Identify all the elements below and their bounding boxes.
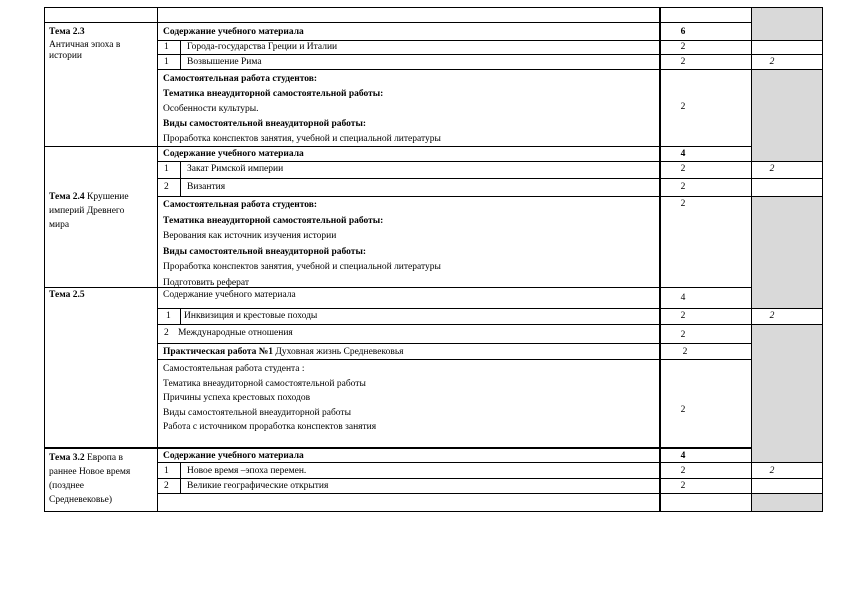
content-header: Содержание учебного материала — [163, 290, 296, 300]
practical-hours: 2 — [682, 347, 688, 357]
row-topic: Возвышение Рима — [187, 57, 262, 67]
self-study-hours: 2 — [680, 102, 686, 112]
content-header: Содержание учебного материала — [163, 149, 304, 159]
row-number: 1 — [164, 466, 169, 476]
row-topic: Международные отношения — [178, 328, 293, 338]
level-cell-shaded — [751, 196, 822, 308]
level-cell-shaded — [751, 324, 822, 448]
row-topic: Новое время –эпоха перемен. — [187, 466, 307, 476]
practical-work: Практическая работа №1 Духовная жизнь Средневековья — [163, 347, 404, 357]
row-hours: 2 — [680, 57, 686, 67]
row-level: 2 — [769, 164, 775, 174]
row-topic: Инквизиция и крестовые походы — [184, 311, 318, 321]
row-number: 2 — [164, 481, 169, 491]
self-study-hours: 2 — [680, 405, 686, 415]
row-level: 2 — [769, 466, 775, 476]
self-study-block: Самостоятельная работа студентов: Тематика внеаудиторной самостоятельной работы: Особенности культуры. Виды самостоятельной внеаудиторной работы: Проработка конспектов занятия, учебной и специальной литературы — [163, 74, 441, 144]
self-study-block: Самостоятельная работа студентов: Тематика внеаудиторной самостоятельной работы: Верования как источник изучения истории Виды самостоятельной внеаудиторной работы: Проработка конспектов занятия, учебной и специальной литературы Подготовить реферат — [163, 200, 441, 288]
row-level: 2 — [769, 311, 775, 321]
row-hours: 2 — [680, 42, 686, 52]
row-number: 1 — [166, 311, 171, 321]
row-number: 2 — [164, 182, 169, 192]
level-cell-shaded — [751, 493, 822, 512]
content-header: Содержание учебного материала — [163, 27, 304, 37]
row-number: 2 — [164, 328, 169, 338]
row-hours: 2 — [680, 164, 686, 174]
level-cell-shaded — [751, 448, 822, 462]
row-number: 1 — [164, 164, 169, 174]
row-number: 1 — [164, 57, 169, 67]
content-hours: 4 — [680, 149, 686, 159]
row-topic: Города-государства Греции и Италии — [187, 42, 338, 52]
topic-3-2-title: Тема 3.2 Европа в раннее Новое время (позднее Средневековье) — [49, 453, 131, 505]
row-topic: Византия — [187, 182, 226, 192]
row-hours: 2 — [680, 330, 686, 340]
content-hours: 6 — [680, 27, 686, 37]
level-cell-shaded — [751, 69, 822, 161]
row-topic: Закат Римской империи — [187, 164, 284, 174]
topic-2-4-title: Тема 2.4 Крушение империй Древнего мира — [49, 192, 129, 230]
row-hours: 2 — [680, 481, 686, 491]
row-level: 2 — [769, 57, 775, 67]
row-number: 1 — [164, 42, 169, 52]
self-study-hours: 2 — [680, 199, 686, 209]
self-study-block: Самостоятельная работа студента : Тематика внеаудиторной самостоятельной работы Причины успеха крестовых походов Виды самостоятельной внеаудиторной работы Работа с источником проработка конспектов занятия — [163, 364, 377, 432]
content-hours: 4 — [680, 451, 686, 461]
topic-2-5: Тема 2.5 — [49, 290, 85, 300]
level-cell-shaded — [751, 8, 822, 40]
content-hours: 4 — [680, 293, 686, 303]
row-topic: Великие географические открытия — [187, 481, 329, 491]
row-hours: 2 — [680, 311, 686, 321]
row-hours: 2 — [680, 182, 686, 192]
content-header: Содержание учебного материала — [163, 451, 304, 461]
row-hours: 2 — [680, 466, 686, 476]
topic-2-3: Тема 2.3 — [49, 27, 85, 37]
topic-2-3-title: Античная эпоха в истории — [49, 40, 121, 61]
